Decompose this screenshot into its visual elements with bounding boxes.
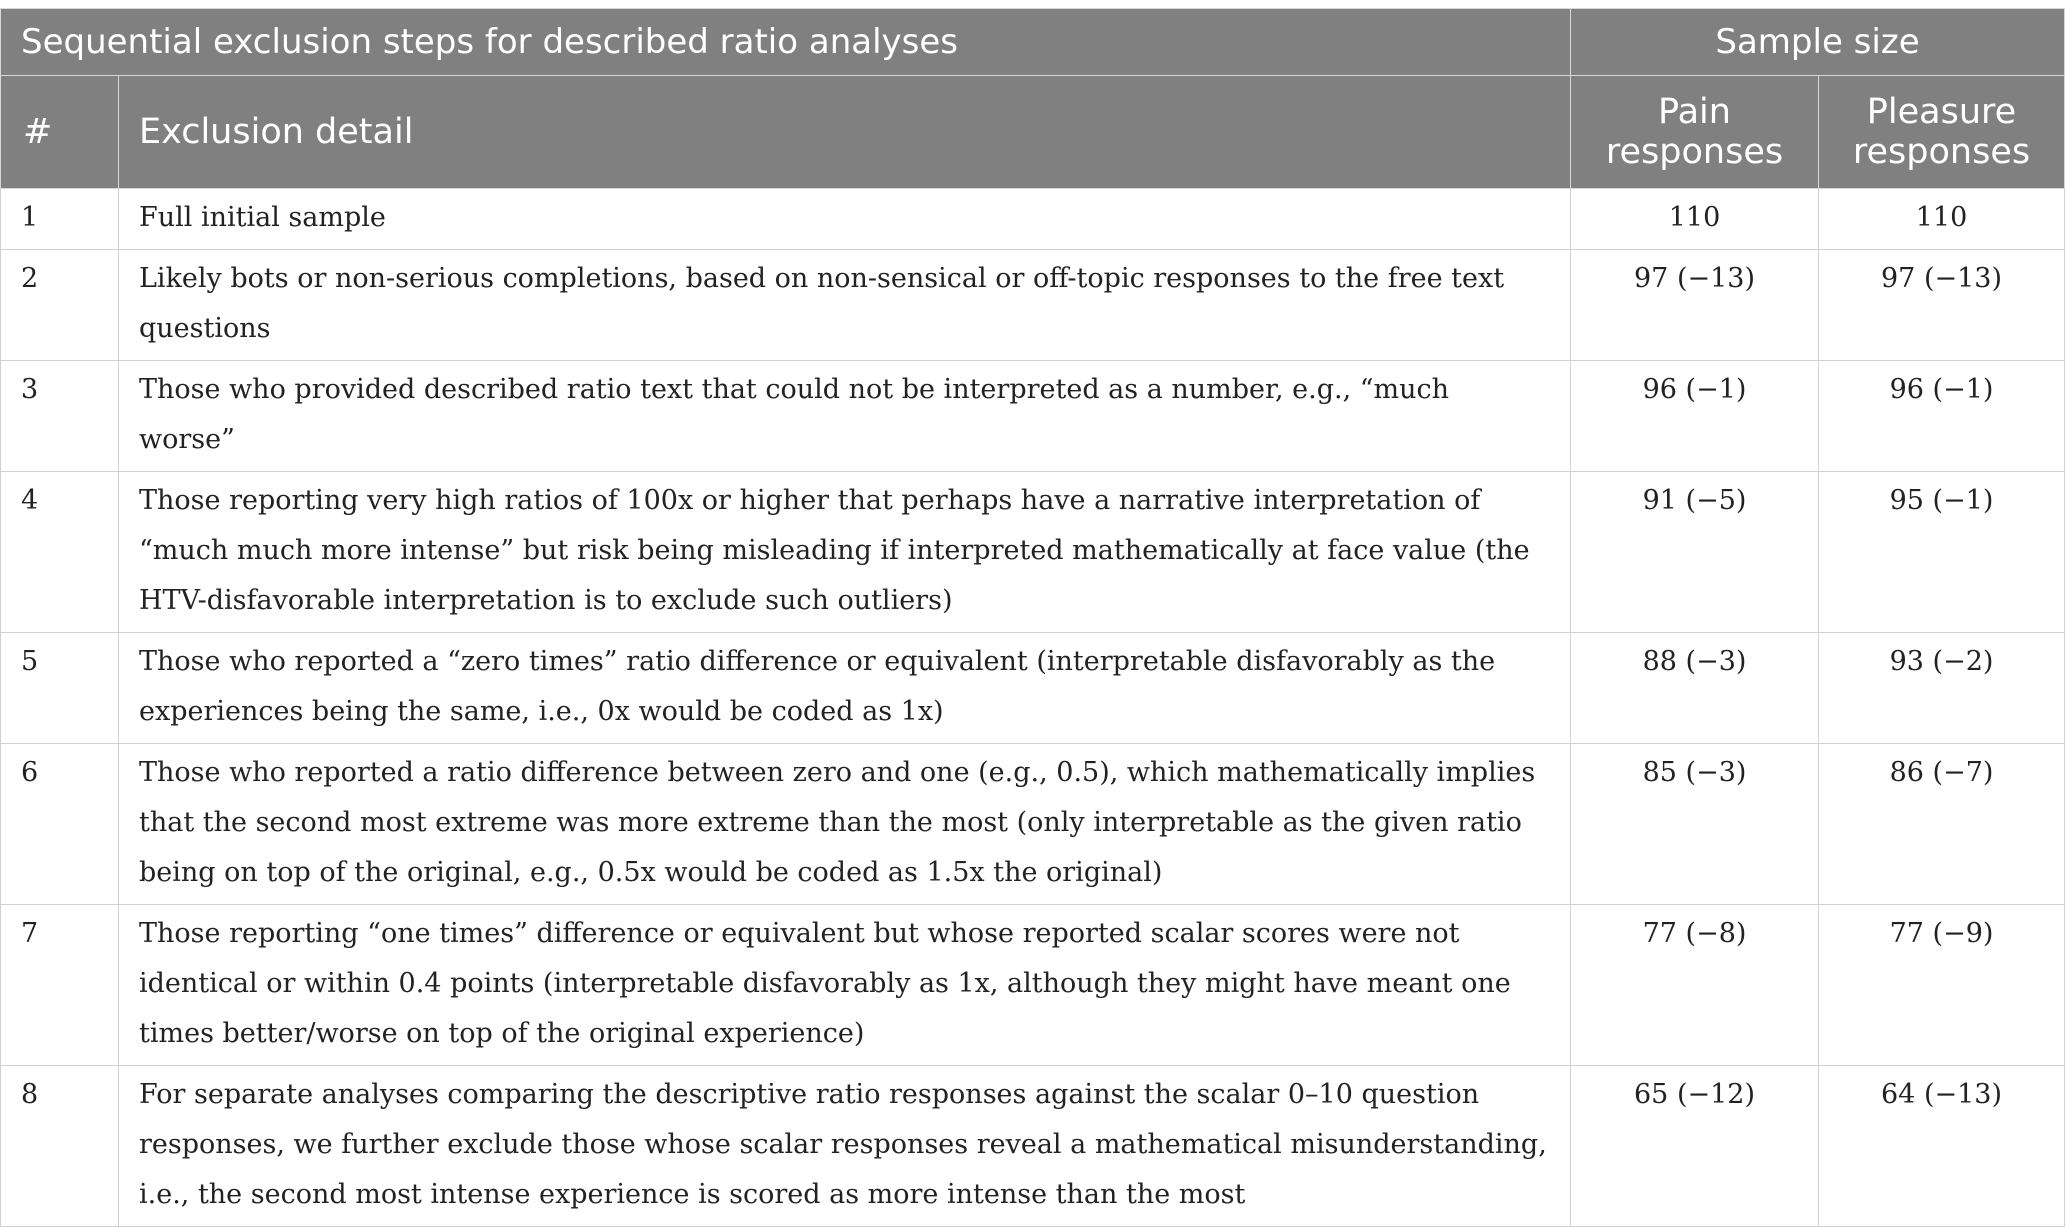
sample-size-header: Sample size <box>1571 9 2065 76</box>
table-row <box>1 250 2065 361</box>
row-pleasure-value: 95 (−1) <box>1819 472 2065 633</box>
row-detail: Full initial sample <box>119 189 1571 250</box>
table-row <box>1 744 2065 905</box>
row-number: 1 <box>1 189 119 250</box>
row-number: 6 <box>1 744 119 905</box>
column-header-pain: Pain responses <box>1571 76 1819 189</box>
exclusion-table-container <box>0 8 2064 1227</box>
row-number: 8 <box>1 1066 119 1227</box>
row-detail: Those who reported a “zero times” ratio difference or equivalent (interpretable disfavorably as the experiences being the same, i.e., 0x would be coded as 1x) <box>119 633 1571 744</box>
exclusion-steps-table <box>0 8 2065 1227</box>
row-detail: Those who reported a ratio difference between zero and one (e.g., 0.5), which mathematically implies that the second most extreme was more extreme than the most (only interpretable as the given ratio being on top of the original, e.g., 0.5x would be coded as 1.5x the original) <box>119 744 1571 905</box>
row-detail: Those who provided described ratio text that could not be interpreted as a number, e.g., “much worse” <box>119 361 1571 472</box>
row-pain-value: 85 (−3) <box>1571 744 1819 905</box>
row-number: 5 <box>1 633 119 744</box>
header-row-top <box>1 9 2065 76</box>
row-detail: Those reporting “one times” difference or equivalent but whose reported scalar scores were not identical or within 0.4 points (interpretable disfavorably as 1x, although they might have meant one times better/worse on top of the original experience) <box>119 905 1571 1066</box>
row-detail: Likely bots or non-serious completions, based on non-sensical or off-topic responses to the free text questions <box>119 250 1571 361</box>
row-pleasure-value: 96 (−1) <box>1819 361 2065 472</box>
row-pain-value: 96 (−1) <box>1571 361 1819 472</box>
row-number: 2 <box>1 250 119 361</box>
row-number: 3 <box>1 361 119 472</box>
row-pain-value: 110 <box>1571 189 1819 250</box>
row-pain-value: 91 (−5) <box>1571 472 1819 633</box>
table-title: Sequential exclusion steps for described ratio analyses <box>1 9 1571 76</box>
row-detail: For separate analyses comparing the descriptive ratio responses against the scalar 0–10 question responses, we further exclude those whose scalar responses reveal a mathematical misunderstanding, i.e., the second most intense experience is scored as more intense than the most <box>119 1066 1571 1227</box>
table-row <box>1 472 2065 633</box>
header-row-columns <box>1 76 2065 189</box>
table-row <box>1 189 2065 250</box>
table-header <box>1 9 2065 189</box>
row-detail: Those reporting very high ratios of 100x or higher that perhaps have a narrative interpretation of “much much more intense” but risk being misleading if interpreted mathematically at face value (the HTV-disfavorable interpretation is to exclude such outliers) <box>119 472 1571 633</box>
column-header-detail: Exclusion detail <box>119 76 1571 189</box>
column-header-number: # <box>1 76 119 189</box>
row-pleasure-value: 93 (−2) <box>1819 633 2065 744</box>
table-row <box>1 361 2065 472</box>
row-pleasure-value: 86 (−7) <box>1819 744 2065 905</box>
row-pleasure-value: 64 (−13) <box>1819 1066 2065 1227</box>
row-pain-value: 65 (−12) <box>1571 1066 1819 1227</box>
table-row <box>1 1066 2065 1227</box>
row-pleasure-value: 97 (−13) <box>1819 250 2065 361</box>
table-row <box>1 633 2065 744</box>
row-pain-value: 77 (−8) <box>1571 905 1819 1066</box>
row-pain-value: 88 (−3) <box>1571 633 1819 744</box>
table-row <box>1 905 2065 1066</box>
row-pleasure-value: 110 <box>1819 189 2065 250</box>
row-pain-value: 97 (−13) <box>1571 250 1819 361</box>
row-number: 4 <box>1 472 119 633</box>
row-pleasure-value: 77 (−9) <box>1819 905 2065 1066</box>
row-number: 7 <box>1 905 119 1066</box>
column-header-pleasure: Pleasure responses <box>1819 76 2065 189</box>
table-body <box>1 189 2065 1227</box>
